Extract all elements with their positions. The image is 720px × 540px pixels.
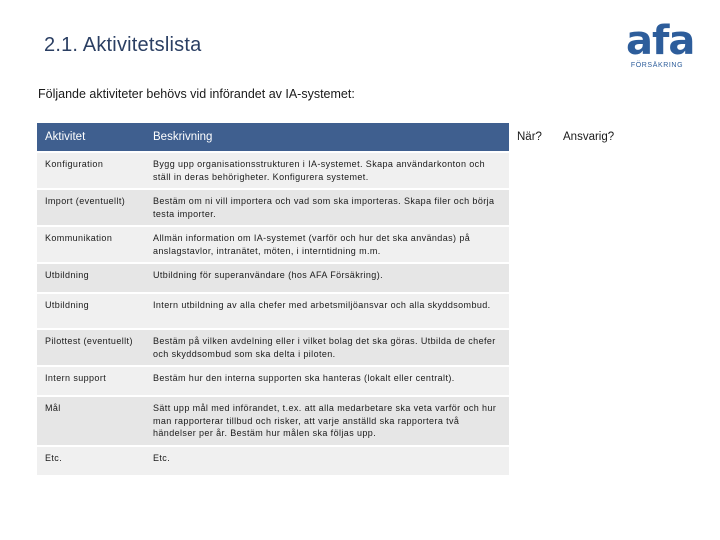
table-row (37, 151, 678, 188)
table-header-row (37, 123, 678, 151)
header-description: Beskrivning (145, 123, 509, 151)
row-description: Utbildning för superanvändare (hos AFA Försäkring). (145, 262, 509, 292)
intro-text: Följande aktiviteter behövs vid införandet av IA-systemet: (38, 87, 355, 101)
row-when (509, 262, 555, 292)
header-responsible: Ansvarig? (563, 131, 615, 143)
activity-table (37, 123, 678, 475)
row-activity: Pilottest (eventuellt) (37, 328, 145, 365)
row-activity: Konfiguration (37, 151, 145, 188)
table-row (37, 262, 678, 292)
table-row (37, 188, 678, 225)
row-activity: Etc. (37, 445, 145, 475)
header-when: När? (517, 131, 542, 143)
row-responsible (555, 395, 678, 445)
row-when (509, 365, 555, 395)
table-row (37, 365, 678, 395)
table-row (37, 292, 678, 328)
table-row (37, 395, 678, 445)
row-when (509, 328, 555, 365)
row-responsible (555, 225, 678, 262)
row-activity: Utbildning (37, 292, 145, 328)
logo-subtitle: FÖRSÄKRING (630, 62, 684, 69)
row-description: Bestäm om ni vill importera och vad som ska importeras. Skapa filer och börja testa importer. (145, 188, 509, 225)
slide-title: 2.1. Aktivitetslista (44, 34, 202, 56)
row-description: Intern utbildning av alla chefer med arbetsmiljöansvar och alla skyddsombud. (145, 292, 509, 328)
row-responsible (555, 292, 678, 328)
row-description: Bestäm hur den interna supporten ska hanteras (lokalt eller centralt). (145, 365, 509, 395)
row-activity: Intern support (37, 365, 145, 395)
afa-logo (626, 18, 695, 69)
row-activity: Import (eventuellt) (37, 188, 145, 225)
row-when (509, 225, 555, 262)
table-row (37, 225, 678, 262)
row-responsible (555, 188, 678, 225)
row-description: Allmän information om IA-systemet (varför och hur det ska användas) på anslagstavlor, intranätet, möten, i interntidning m.m. (145, 225, 509, 262)
row-description: Sätt upp mål med införandet, t.ex. att alla medarbetare ska veta varför och hur man rapporterar tillbud och risker, att varje anställd ska rapportera två händelser per år. Bestäm hur målen ska följas upp. (145, 395, 509, 445)
row-when (509, 292, 555, 328)
row-activity: Kommunikation (37, 225, 145, 262)
row-activity: Utbildning (37, 262, 145, 292)
row-description: Etc. (145, 445, 509, 475)
row-when (509, 188, 555, 225)
row-responsible (555, 365, 678, 395)
row-description: Bestäm på vilken avdelning eller i vilket bolag det ska göras. Utbilda de chefer och skyddsombud som ska delta i piloten. (145, 328, 509, 365)
table-row (37, 328, 678, 365)
row-responsible (555, 445, 678, 475)
table-row (37, 445, 678, 475)
row-responsible (555, 262, 678, 292)
header-activity: Aktivitet (37, 123, 145, 151)
row-when (509, 445, 555, 475)
row-when (509, 151, 555, 188)
row-responsible (555, 328, 678, 365)
row-responsible (555, 151, 678, 188)
row-when (509, 395, 555, 445)
logo-mark: afa (626, 18, 695, 64)
row-activity: Mål (37, 395, 145, 445)
row-description: Bygg upp organisationsstrukturen i IA-systemet. Skapa användarkonton och ställ in deras behörigheter. Konfigurera systemet. (145, 151, 509, 188)
